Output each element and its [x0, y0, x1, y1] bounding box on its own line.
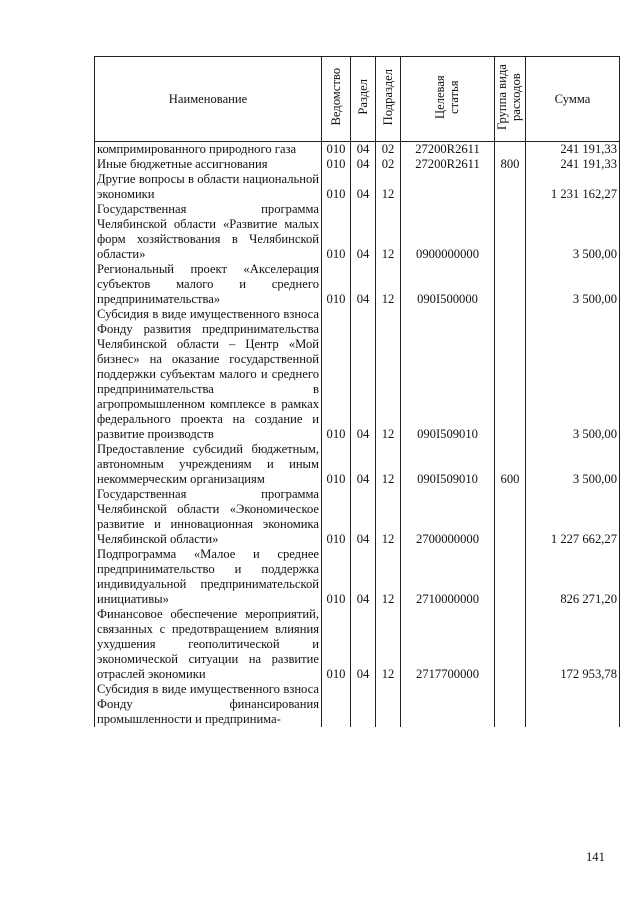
table-row — [95, 547, 620, 607]
row-summa: 3 500,00 — [526, 202, 620, 262]
row-podrazdel: 12 — [376, 262, 401, 307]
table-row — [95, 307, 620, 442]
row-podrazdel: 12 — [376, 202, 401, 262]
row-razdel: 04 — [351, 607, 376, 682]
header-celevaya: Целевая статья — [401, 57, 495, 142]
row-summa — [526, 682, 620, 727]
row-celevaya: 27200R2611 — [401, 142, 495, 158]
table-row — [95, 262, 620, 307]
row-gruppa — [495, 172, 526, 202]
row-vedomstvo: 010 — [322, 607, 351, 682]
row-summa: 826 271,20 — [526, 547, 620, 607]
row-razdel: 04 — [351, 487, 376, 547]
header-razdel: Раздел — [351, 57, 376, 142]
header-summa: Сумма — [526, 57, 620, 142]
row-razdel — [351, 682, 376, 727]
budget-table — [94, 56, 620, 727]
table-row — [95, 487, 620, 547]
table-row — [95, 157, 620, 172]
table-row — [95, 202, 620, 262]
row-razdel: 04 — [351, 307, 376, 442]
row-name: Государственная программа Челябинской области «Экономическое развитие и инновационная экономика Челябинской области» — [95, 487, 322, 547]
row-name: Субсидия в виде имущественного взноса Фонду развития предпринимательства Челябинской области – Центр «Мой бизнес» на оказание государственной поддержки субъектам малого и среднего предпринимательства в агропромышленном комплексе в рамках федерального проекта на создание и развитие производств — [95, 307, 322, 442]
header-podrazdel: Подраздел — [376, 57, 401, 142]
table-row — [95, 682, 620, 727]
table-row — [95, 172, 620, 202]
row-podrazdel: 02 — [376, 142, 401, 158]
row-razdel: 04 — [351, 157, 376, 172]
row-celevaya — [401, 172, 495, 202]
row-celevaya: 2700000000 — [401, 487, 495, 547]
row-gruppa: 600 — [495, 442, 526, 487]
row-celevaya: 090I500000 — [401, 262, 495, 307]
row-gruppa — [495, 607, 526, 682]
row-podrazdel: 12 — [376, 487, 401, 547]
row-vedomstvo: 010 — [322, 172, 351, 202]
row-vedomstvo: 010 — [322, 262, 351, 307]
row-celevaya: 090I509010 — [401, 442, 495, 487]
header-vedomstvo: Ведомство — [322, 57, 351, 142]
row-name: Предоставление субсидий бюджетным, автономным учреждениям и иным некоммерческим организациям — [95, 442, 322, 487]
row-razdel: 04 — [351, 202, 376, 262]
row-name: Другие вопросы в области национальной экономики — [95, 172, 322, 202]
row-gruppa — [495, 547, 526, 607]
table-row — [95, 607, 620, 682]
table-body — [95, 142, 620, 728]
row-gruppa — [495, 142, 526, 158]
row-razdel: 04 — [351, 142, 376, 158]
row-razdel: 04 — [351, 262, 376, 307]
row-summa: 3 500,00 — [526, 442, 620, 487]
row-summa: 3 500,00 — [526, 262, 620, 307]
row-podrazdel: 02 — [376, 157, 401, 172]
row-gruppa — [495, 202, 526, 262]
row-celevaya — [401, 682, 495, 727]
header-gruppa: Группа вида расходов — [495, 57, 526, 142]
row-gruppa: 800 — [495, 157, 526, 172]
row-vedomstvo: 010 — [322, 547, 351, 607]
row-razdel: 04 — [351, 172, 376, 202]
row-gruppa — [495, 682, 526, 727]
row-name: Финансовое обеспечение мероприятий, связанных с предотвращением влияния ухудшения геополитической и экономической ситуации на развитие отраслей экономики — [95, 607, 322, 682]
row-podrazdel: 12 — [376, 607, 401, 682]
row-gruppa — [495, 307, 526, 442]
row-celevaya: 27200R2611 — [401, 157, 495, 172]
row-vedomstvo: 010 — [322, 142, 351, 158]
row-name: Иные бюджетные ассигнования — [95, 157, 322, 172]
row-name: Региональный проект «Акселерация субъектов малого и среднего предпринимательства» — [95, 262, 322, 307]
row-celevaya: 090I509010 — [401, 307, 495, 442]
row-podrazdel — [376, 682, 401, 727]
row-podrazdel: 12 — [376, 172, 401, 202]
header-name: Наименование — [95, 57, 322, 142]
row-name: Подпрограмма «Малое и среднее предпринимательство и поддержка индивидуальной предпринимательской инициативы» — [95, 547, 322, 607]
table-row — [95, 442, 620, 487]
row-celevaya: 0900000000 — [401, 202, 495, 262]
row-razdel: 04 — [351, 442, 376, 487]
row-summa: 172 953,78 — [526, 607, 620, 682]
row-gruppa — [495, 487, 526, 547]
row-podrazdel: 12 — [376, 442, 401, 487]
page-number: 141 — [586, 850, 605, 864]
row-vedomstvo: 010 — [322, 157, 351, 172]
table-row — [95, 142, 620, 158]
row-podrazdel: 12 — [376, 307, 401, 442]
row-name: Субсидия в виде имущественного взноса Фонду финансирования промышленности и предпринима- — [95, 682, 322, 727]
row-podrazdel: 12 — [376, 547, 401, 607]
row-summa: 241 191,33 — [526, 157, 620, 172]
row-vedomstvo: 010 — [322, 202, 351, 262]
table-header — [95, 57, 620, 142]
row-name: компримированного природного газа — [95, 142, 322, 158]
row-name: Государственная программа Челябинской области «Развитие малых форм хозяйствования в Челябинской области» — [95, 202, 322, 262]
row-vedomstvo: 010 — [322, 487, 351, 547]
row-vedomstvo — [322, 682, 351, 727]
row-gruppa — [495, 262, 526, 307]
row-summa: 3 500,00 — [526, 307, 620, 442]
row-summa: 1 231 162,27 — [526, 172, 620, 202]
row-celevaya: 2717700000 — [401, 607, 495, 682]
row-razdel: 04 — [351, 547, 376, 607]
row-celevaya: 2710000000 — [401, 547, 495, 607]
row-vedomstvo: 010 — [322, 307, 351, 442]
row-vedomstvo: 010 — [322, 442, 351, 487]
row-summa: 1 227 662,27 — [526, 487, 620, 547]
row-summa: 241 191,33 — [526, 142, 620, 158]
